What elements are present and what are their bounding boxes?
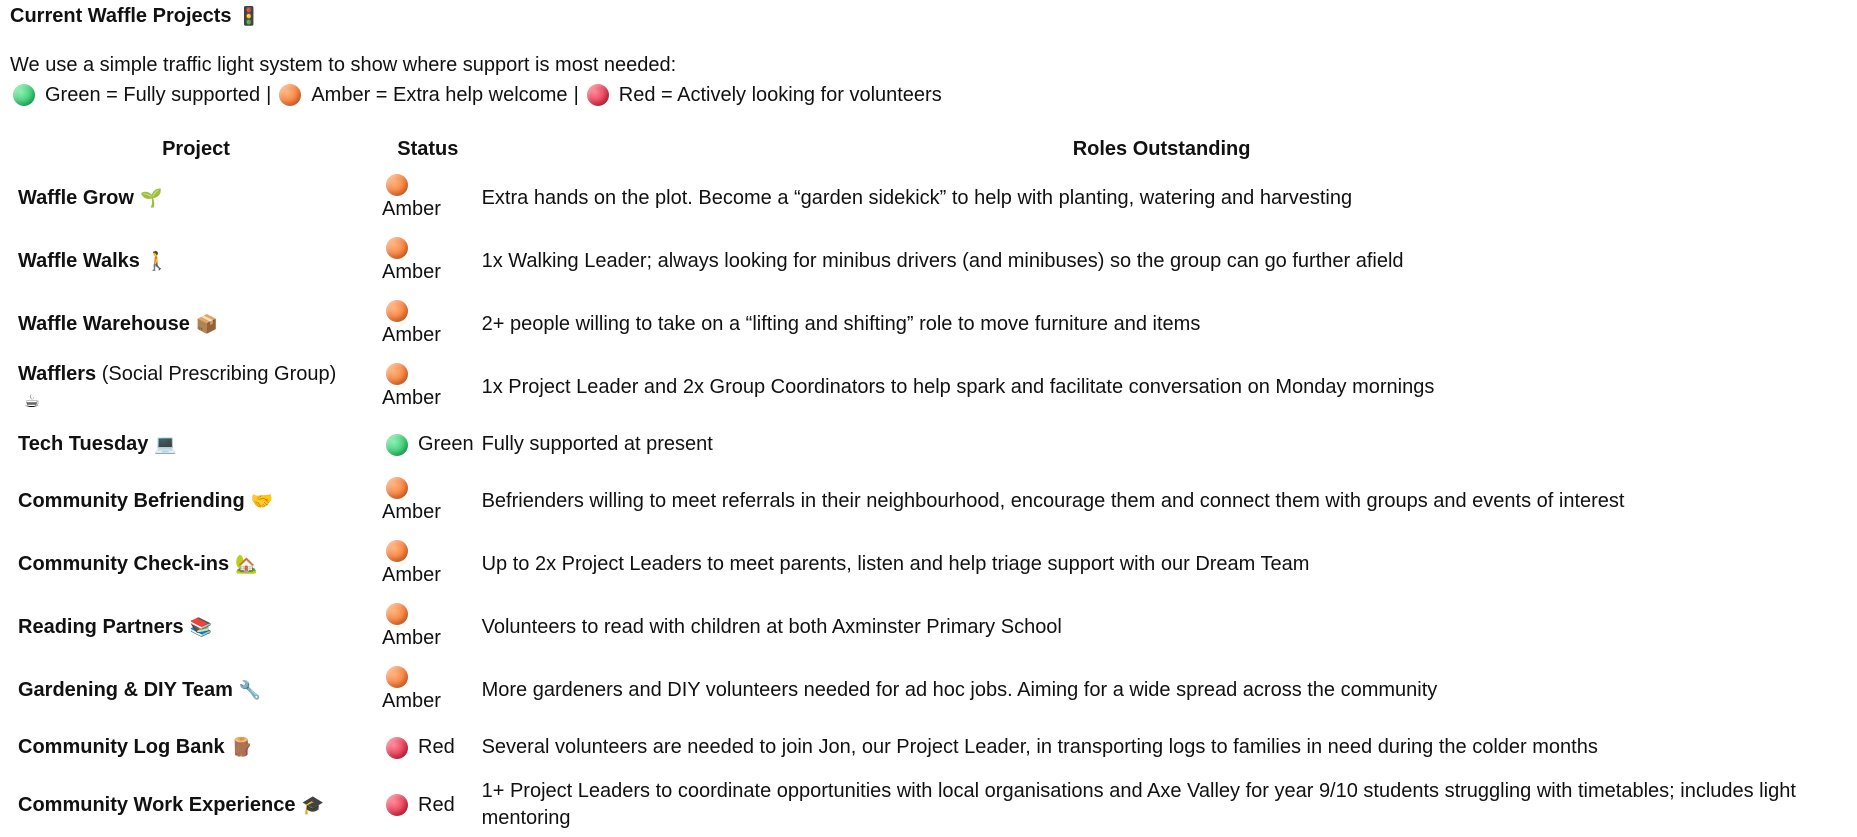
- table-row: [14, 419, 1846, 470]
- header-project: Project: [162, 137, 230, 160]
- seedling-icon: 🌱: [139, 188, 163, 208]
- legend-green: Green = Fully supported: [45, 84, 261, 106]
- roles-cell: More gardeners and DIY volunteers needed for ad hoc jobs. Aiming for a wide spread across the community: [481, 679, 1438, 701]
- legend-amber: Amber = Extra help welcome: [311, 84, 568, 106]
- amber-dot-icon: [386, 300, 408, 322]
- project-cell: [14, 470, 378, 533]
- table-header-row: [14, 131, 1846, 167]
- project-name: Community Befriending: [18, 490, 245, 512]
- project-cell: [14, 356, 378, 419]
- project-cell: [14, 533, 378, 596]
- wrench-icon: 🔧: [238, 680, 262, 700]
- graduation-cap-icon: 🎓: [301, 794, 324, 815]
- project-suffix: (Social Prescribing Group): [96, 362, 337, 385]
- status-label: Amber: [382, 501, 441, 523]
- project-name: Reading Partners: [18, 616, 184, 638]
- status-cell: [378, 659, 478, 722]
- project-name: Waffle Warehouse: [18, 313, 190, 335]
- project-cell: [14, 659, 378, 722]
- header-status: Status: [397, 137, 459, 160]
- handshake-icon: 🤝: [250, 491, 274, 511]
- status-label: Amber: [382, 198, 441, 220]
- project-cell: [14, 167, 378, 230]
- status-cell: [378, 293, 478, 356]
- project-cell: [14, 596, 378, 659]
- intro-text: We use a simple traffic light system to show where support is most needed:: [10, 54, 677, 76]
- table-row: [14, 470, 1846, 533]
- status-cell: [378, 773, 478, 837]
- project-cell: [14, 230, 378, 293]
- project-name: Waffle Walks: [18, 250, 140, 272]
- project-name: Gardening & DIY Team: [18, 679, 233, 701]
- status-label: Red: [418, 736, 455, 758]
- wood-log-icon: 🪵: [230, 737, 254, 757]
- walking-person-icon: 🚶: [145, 251, 169, 271]
- green-dot-icon: [386, 434, 408, 456]
- laptop-icon: 💻: [154, 434, 177, 454]
- status-cell: [378, 470, 478, 533]
- amber-dot-icon: [386, 174, 408, 196]
- red-dot-icon: [587, 84, 609, 106]
- project-cell: [14, 419, 378, 470]
- status-label: Amber: [382, 690, 441, 712]
- amber-dot-icon: [386, 666, 408, 688]
- header-roles: Roles Outstanding: [1072, 137, 1251, 160]
- status-cell: [378, 230, 478, 293]
- amber-dot-icon: [279, 84, 301, 106]
- books-icon: 📚: [189, 617, 213, 637]
- status-label: Amber: [382, 387, 441, 409]
- legend: [13, 83, 942, 107]
- roles-cell: Up to 2x Project Leaders to meet parents, listen and help triage support with our Dream Team: [481, 553, 1310, 575]
- table-row: [14, 722, 1846, 773]
- table-row: [14, 230, 1846, 293]
- amber-dot-icon: [386, 477, 408, 499]
- project-name: Community Check-ins: [18, 553, 230, 575]
- coffee-icon: ☕: [24, 390, 41, 411]
- amber-dot-icon: [386, 540, 408, 562]
- legend-red: Red = Actively looking for volunteers: [618, 84, 942, 106]
- project-cell: [14, 293, 378, 356]
- project-cell: [14, 773, 378, 837]
- roles-cell: 1+ Project Leaders to coordinate opportunities with local organisations and Axe Valley for year 9/10 students struggling with timetables; includes light mentoring: [481, 780, 1796, 829]
- table-row: [14, 596, 1846, 659]
- roles-cell: 1x Walking Leader; always looking for minibus drivers (and minibuses) so the group can go further afield: [481, 250, 1404, 272]
- table-row: [14, 659, 1846, 722]
- traffic-light-icon: 🚦: [237, 6, 260, 26]
- status-label: Green: [418, 433, 474, 455]
- status-cell: [378, 167, 478, 230]
- table-row: [14, 773, 1846, 837]
- roles-cell: Fully supported at present: [481, 433, 713, 455]
- project-name: Community Log Bank: [18, 736, 225, 758]
- table-row: [14, 533, 1846, 596]
- roles-cell: Befrienders willing to meet referrals in their neighbourhood, encourage them and connect them with groups and events of interest: [481, 490, 1625, 512]
- roles-cell: 2+ people willing to take on a “lifting and shifting” role to move furniture and items: [481, 313, 1201, 335]
- projects-table: [14, 131, 1846, 837]
- green-dot-icon: [13, 84, 35, 106]
- package-icon: 📦: [195, 314, 219, 334]
- table-row: [14, 293, 1846, 356]
- status-cell: [378, 533, 478, 596]
- status-label: Amber: [382, 261, 441, 283]
- red-dot-icon: [386, 794, 408, 816]
- status-label: Red: [418, 793, 455, 816]
- roles-cell: Extra hands on the plot. Become a “garden sidekick” to help with planting, watering and harvesting: [481, 187, 1353, 209]
- project-name: Tech Tuesday: [18, 433, 149, 455]
- status-label: Amber: [382, 324, 441, 346]
- table-row: [14, 167, 1846, 230]
- table-row: [14, 356, 1846, 419]
- project-name: Waffle Grow: [18, 187, 134, 209]
- red-dot-icon: [386, 737, 408, 759]
- status-label: Amber: [382, 564, 441, 586]
- project-cell: [14, 722, 378, 773]
- amber-dot-icon: [386, 237, 408, 259]
- page-title-text: Current Waffle Projects: [10, 5, 232, 27]
- page-title: [10, 4, 260, 28]
- amber-dot-icon: [386, 363, 408, 385]
- status-cell: [378, 419, 478, 470]
- amber-dot-icon: [386, 603, 408, 625]
- status-cell: [378, 596, 478, 659]
- status-cell: [378, 356, 478, 419]
- project-name: Community Work Experience: [18, 793, 296, 816]
- roles-cell: Volunteers to read with children at both Axminster Primary School: [481, 616, 1062, 638]
- legend-separator: |: [266, 84, 272, 106]
- roles-cell: 1x Project Leader and 2x Group Coordinators to help spark and facilitate conversation on Monday mornings: [481, 376, 1435, 398]
- status-cell: [378, 722, 478, 773]
- roles-cell: Several volunteers are needed to join Jon, our Project Leader, in transporting logs to families in need during the colder months: [481, 736, 1598, 758]
- house-icon: 🏡: [235, 554, 258, 574]
- project-name: Wafflers: [18, 362, 97, 385]
- legend-separator: |: [573, 84, 579, 106]
- status-label: Amber: [382, 627, 441, 649]
